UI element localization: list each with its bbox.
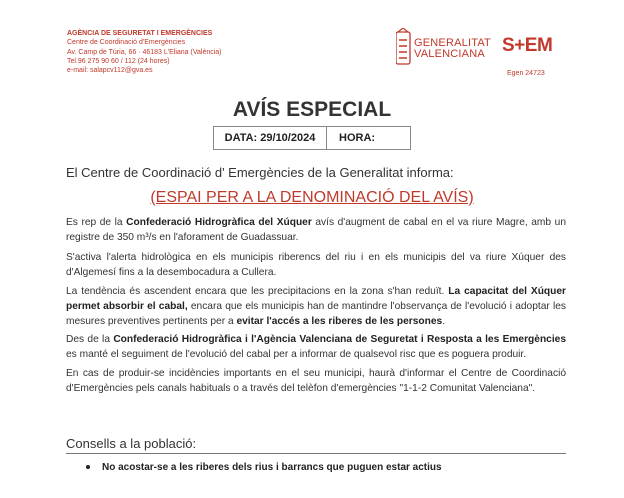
- hour-cell: HORA:: [339, 132, 376, 144]
- section-divider: [66, 453, 566, 454]
- informs-heading: El Centre de Coordinació d' Emergències de la Generalitat informa:: [66, 165, 454, 180]
- paragraph-1: Es rep de la Confederació Hidrogràfica del Xúquer avís d'augment de cabal en el va riure Magre, amb un registre de 350 m³/s en l'aforament de Guadassuar.: [66, 217, 566, 243]
- agency-address: Av. Camp de Túria, 66 · 46183 L'Eliana (València): [67, 48, 222, 56]
- date-cell: DATA: 29/10/2024: [214, 127, 327, 149]
- date-hour-box: [213, 126, 411, 150]
- gv-line1: GENERALITAT: [414, 37, 491, 49]
- agency-email: e-mail: salapcv112@gva.es: [67, 67, 153, 75]
- gv-emblem: [396, 32, 410, 64]
- paragraph-5: En cas de produir-se incidències importants en el seu municipi, haurà d'informar el Centre de Coordinació d'Emergències pels canals habituals o a través del telèfon d'emergències "1-1-2 Comunitat Valenciana".: [66, 368, 566, 394]
- paragraph-2: S'activa l'alerta hidrològica en els municipis riberencs del riu i en els municipis del va riure Xúquer des d'Algemesí fins a la desembocadura a Cullera.: [66, 252, 566, 278]
- paragraph-4: Des de la Confederació Hidrogràfica i l'Agència Valenciana de Seguretat i Resposta a les Emergències es manté el seguiment de l'evolució del cabal per a informar de qualsevol risc que es poguera produir.: [66, 334, 566, 360]
- alert-name-placeholder: (ESPAI PER A LA DENOMINACIÓ DEL AVÍS): [150, 189, 474, 206]
- bullet-icon: [86, 465, 90, 469]
- paragraph-3: La tendència és ascendent encara que les precipitacions en la zona s'han reduït. La capacitat del Xúquer permet absorbir el cabal, encara que els municipis han de mantindre l'observança de l'evolució i adoptar les mesures preventives pertinents per a evitar l'accés a les riberes de les persones.: [66, 286, 566, 327]
- agency-tel: Tel.96 275 90 60 / 112 (24 hores): [67, 57, 170, 65]
- sem-logo: S+EM: [502, 35, 553, 56]
- egen-code: Egen 24723: [507, 70, 545, 77]
- consells-heading: Consells a la població:: [66, 436, 197, 451]
- agency-center: Centre de Coordinació d'Emergències: [67, 39, 186, 47]
- document-title: AVÍS ESPECIAL: [232, 98, 392, 121]
- gv-line2: VALENCIANA: [414, 48, 485, 60]
- generalitat-wordmark: [414, 38, 491, 60]
- consell-item: No acostar-se a les riberes dels rius i barrancs que puguen estar actius: [86, 462, 442, 473]
- agency-name: AGÈNCIA DE SEGURETAT I EMERGÈNCIES: [67, 30, 213, 37]
- agency-header: [67, 29, 222, 75]
